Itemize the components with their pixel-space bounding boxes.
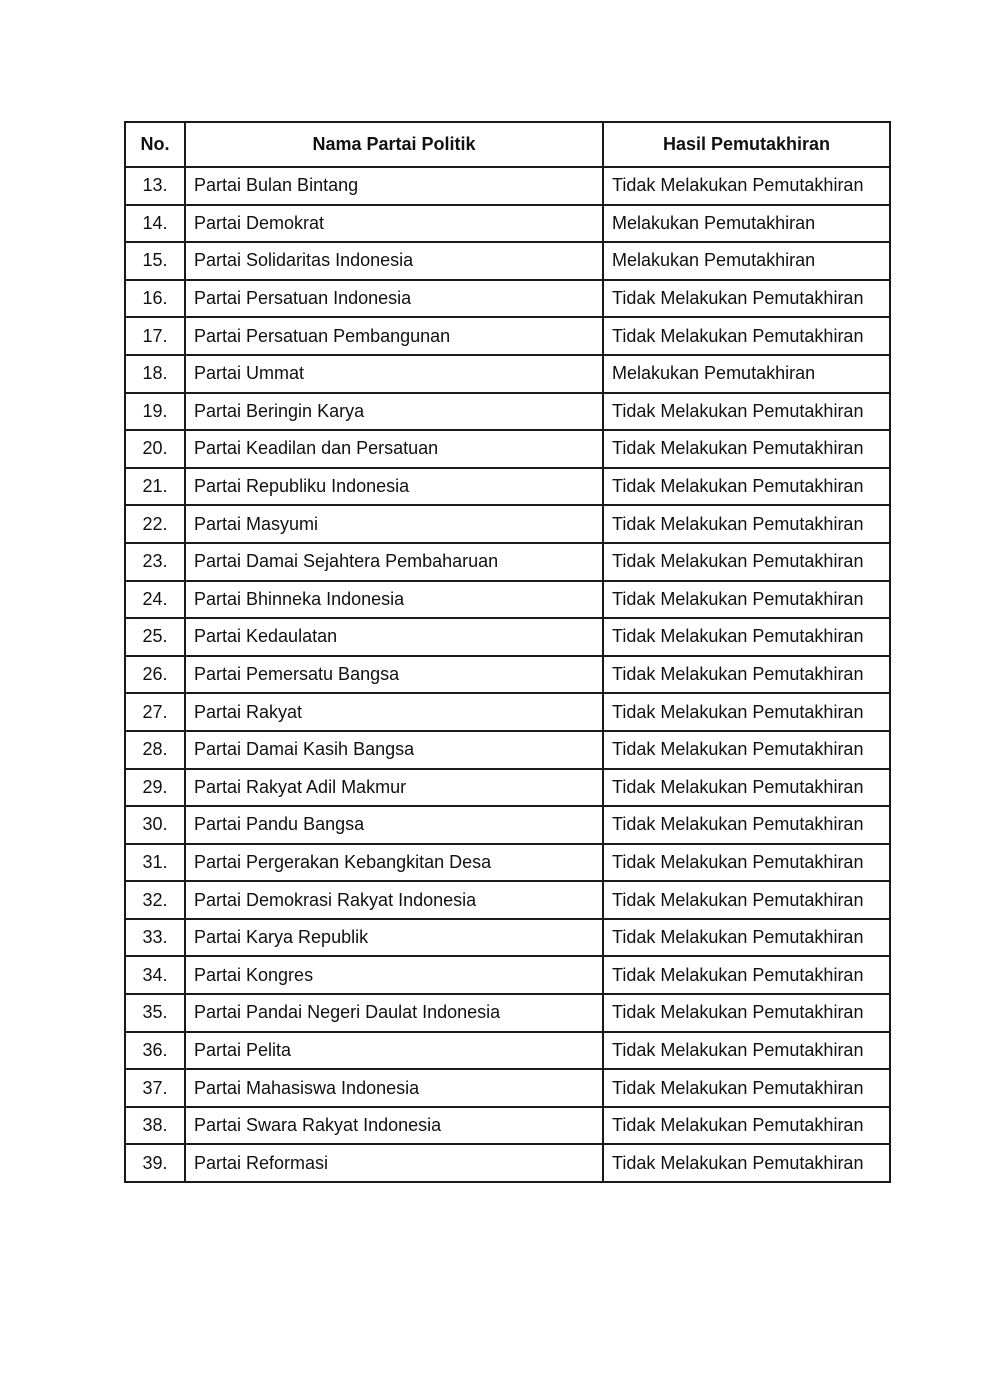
party-name: Partai Solidaritas Indonesia bbox=[185, 242, 603, 280]
party-name: Partai Bhinneka Indonesia bbox=[185, 581, 603, 619]
header-no: No. bbox=[125, 122, 185, 167]
party-name: Partai Damai Sejahtera Pembaharuan bbox=[185, 543, 603, 581]
update-result: Tidak Melakukan Pemutakhiran bbox=[603, 844, 890, 882]
row-number: 13. bbox=[125, 167, 185, 205]
update-result: Tidak Melakukan Pemutakhiran bbox=[603, 581, 890, 619]
update-result: Tidak Melakukan Pemutakhiran bbox=[603, 994, 890, 1032]
party-name: Partai Demokrat bbox=[185, 205, 603, 243]
table-row bbox=[125, 919, 890, 957]
update-result: Tidak Melakukan Pemutakhiran bbox=[603, 543, 890, 581]
row-number: 29. bbox=[125, 769, 185, 807]
table-row bbox=[125, 618, 890, 656]
row-number: 25. bbox=[125, 618, 185, 656]
party-name: Partai Pandai Negeri Daulat Indonesia bbox=[185, 994, 603, 1032]
row-number: 22. bbox=[125, 505, 185, 543]
update-result: Tidak Melakukan Pemutakhiran bbox=[603, 806, 890, 844]
update-result: Tidak Melakukan Pemutakhiran bbox=[603, 656, 890, 694]
table-row bbox=[125, 280, 890, 318]
row-number: 34. bbox=[125, 956, 185, 994]
table-row bbox=[125, 844, 890, 882]
party-name: Partai Republiku Indonesia bbox=[185, 468, 603, 506]
table-row bbox=[125, 881, 890, 919]
row-number: 39. bbox=[125, 1144, 185, 1182]
update-result: Melakukan Pemutakhiran bbox=[603, 205, 890, 243]
update-result: Tidak Melakukan Pemutakhiran bbox=[603, 618, 890, 656]
party-name: Partai Damai Kasih Bangsa bbox=[185, 731, 603, 769]
row-number: 38. bbox=[125, 1107, 185, 1145]
table-row bbox=[125, 806, 890, 844]
row-number: 35. bbox=[125, 994, 185, 1032]
update-result: Tidak Melakukan Pemutakhiran bbox=[603, 769, 890, 807]
table-row bbox=[125, 1032, 890, 1070]
table-row bbox=[125, 355, 890, 393]
party-name: Partai Reformasi bbox=[185, 1144, 603, 1182]
party-update-table bbox=[124, 121, 891, 1183]
header-party-name: Nama Partai Politik bbox=[185, 122, 603, 167]
row-number: 18. bbox=[125, 355, 185, 393]
table-row bbox=[125, 543, 890, 581]
table-row bbox=[125, 1107, 890, 1145]
party-name: Partai Pelita bbox=[185, 1032, 603, 1070]
table-row bbox=[125, 731, 890, 769]
party-name: Partai Pandu Bangsa bbox=[185, 806, 603, 844]
party-name: Partai Persatuan Indonesia bbox=[185, 280, 603, 318]
table-header-row bbox=[125, 122, 890, 167]
row-number: 30. bbox=[125, 806, 185, 844]
update-result: Tidak Melakukan Pemutakhiran bbox=[603, 468, 890, 506]
update-result: Tidak Melakukan Pemutakhiran bbox=[603, 1069, 890, 1107]
table-row bbox=[125, 205, 890, 243]
table-row bbox=[125, 656, 890, 694]
table-row bbox=[125, 167, 890, 205]
party-name: Partai Ummat bbox=[185, 355, 603, 393]
update-result: Tidak Melakukan Pemutakhiran bbox=[603, 881, 890, 919]
update-result: Tidak Melakukan Pemutakhiran bbox=[603, 430, 890, 468]
update-result: Tidak Melakukan Pemutakhiran bbox=[603, 167, 890, 205]
table-row bbox=[125, 1069, 890, 1107]
row-number: 27. bbox=[125, 693, 185, 731]
party-name: Partai Bulan Bintang bbox=[185, 167, 603, 205]
row-number: 26. bbox=[125, 656, 185, 694]
party-name: Partai Kongres bbox=[185, 956, 603, 994]
update-result: Tidak Melakukan Pemutakhiran bbox=[603, 505, 890, 543]
party-name: Partai Beringin Karya bbox=[185, 393, 603, 431]
row-number: 19. bbox=[125, 393, 185, 431]
party-name: Partai Masyumi bbox=[185, 505, 603, 543]
party-name: Partai Rakyat Adil Makmur bbox=[185, 769, 603, 807]
header-update-result: Hasil Pemutakhiran bbox=[603, 122, 890, 167]
party-name: Partai Persatuan Pembangunan bbox=[185, 317, 603, 355]
party-name: Partai Pergerakan Kebangkitan Desa bbox=[185, 844, 603, 882]
update-result: Tidak Melakukan Pemutakhiran bbox=[603, 317, 890, 355]
table-row bbox=[125, 468, 890, 506]
update-result: Tidak Melakukan Pemutakhiran bbox=[603, 731, 890, 769]
row-number: 32. bbox=[125, 881, 185, 919]
table-row bbox=[125, 393, 890, 431]
table-row bbox=[125, 505, 890, 543]
update-result: Melakukan Pemutakhiran bbox=[603, 242, 890, 280]
party-name: Partai Keadilan dan Persatuan bbox=[185, 430, 603, 468]
table-row bbox=[125, 430, 890, 468]
table-row bbox=[125, 693, 890, 731]
party-name: Partai Mahasiswa Indonesia bbox=[185, 1069, 603, 1107]
table-row bbox=[125, 317, 890, 355]
update-result: Tidak Melakukan Pemutakhiran bbox=[603, 280, 890, 318]
row-number: 37. bbox=[125, 1069, 185, 1107]
table-row bbox=[125, 956, 890, 994]
row-number: 16. bbox=[125, 280, 185, 318]
row-number: 36. bbox=[125, 1032, 185, 1070]
row-number: 23. bbox=[125, 543, 185, 581]
row-number: 17. bbox=[125, 317, 185, 355]
update-result: Tidak Melakukan Pemutakhiran bbox=[603, 919, 890, 957]
row-number: 28. bbox=[125, 731, 185, 769]
table-row bbox=[125, 769, 890, 807]
update-result: Tidak Melakukan Pemutakhiran bbox=[603, 1107, 890, 1145]
row-number: 14. bbox=[125, 205, 185, 243]
row-number: 24. bbox=[125, 581, 185, 619]
table-row bbox=[125, 994, 890, 1032]
update-result: Tidak Melakukan Pemutakhiran bbox=[603, 393, 890, 431]
update-result: Tidak Melakukan Pemutakhiran bbox=[603, 693, 890, 731]
update-result: Melakukan Pemutakhiran bbox=[603, 355, 890, 393]
table-row bbox=[125, 1144, 890, 1182]
update-result: Tidak Melakukan Pemutakhiran bbox=[603, 1032, 890, 1070]
party-name: Partai Demokrasi Rakyat Indonesia bbox=[185, 881, 603, 919]
table-row bbox=[125, 242, 890, 280]
party-name: Partai Kedaulatan bbox=[185, 618, 603, 656]
table-row bbox=[125, 581, 890, 619]
row-number: 20. bbox=[125, 430, 185, 468]
row-number: 21. bbox=[125, 468, 185, 506]
row-number: 15. bbox=[125, 242, 185, 280]
row-number: 33. bbox=[125, 919, 185, 957]
update-result: Tidak Melakukan Pemutakhiran bbox=[603, 956, 890, 994]
party-name: Partai Rakyat bbox=[185, 693, 603, 731]
party-name: Partai Pemersatu Bangsa bbox=[185, 656, 603, 694]
update-result: Tidak Melakukan Pemutakhiran bbox=[603, 1144, 890, 1182]
party-name: Partai Karya Republik bbox=[185, 919, 603, 957]
party-name: Partai Swara Rakyat Indonesia bbox=[185, 1107, 603, 1145]
row-number: 31. bbox=[125, 844, 185, 882]
